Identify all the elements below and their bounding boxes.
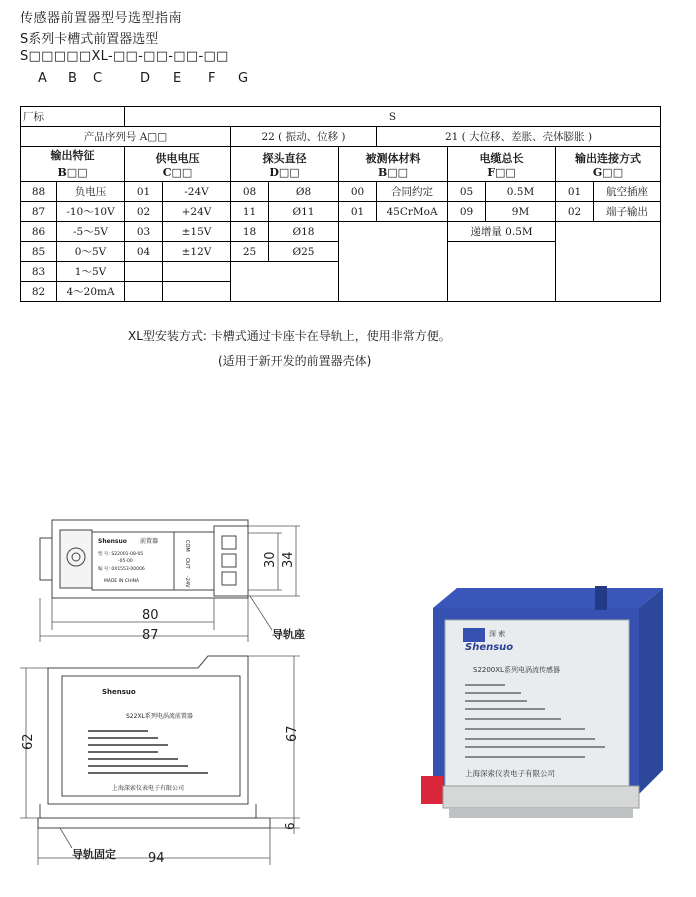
install-note: XL型安装方式: 卡槽式通过卡座卡在导轨上，使用非常方便。 bbox=[128, 329, 451, 343]
material-code: 00 bbox=[339, 182, 377, 202]
brand-value: S bbox=[125, 107, 661, 127]
connect-code: 01 bbox=[556, 182, 594, 202]
rail-foot bbox=[449, 808, 633, 818]
side-title: S22XL系列电涡流前置器 bbox=[126, 713, 193, 720]
dim-87: 87 bbox=[142, 628, 159, 643]
header-connect: 输出连接方式 G□□ bbox=[556, 147, 661, 182]
side-company: 上海深索仪表电子有限公司 bbox=[112, 785, 185, 792]
rail-base bbox=[443, 786, 639, 808]
rail bbox=[38, 818, 270, 828]
rail-seat-label: 导轨座 bbox=[272, 628, 305, 641]
cable-empty bbox=[448, 242, 556, 302]
probe-code: 18 bbox=[231, 222, 269, 242]
probe-desc: Ø18 bbox=[269, 222, 339, 242]
dim-94: 94 bbox=[148, 851, 165, 866]
code-letters bbox=[20, 71, 280, 87]
table-row bbox=[21, 182, 661, 202]
housing-top bbox=[433, 588, 663, 608]
code-letter: D bbox=[140, 71, 151, 86]
serial-21: 21 ( 大位移、差胀、壳体膨胀 ) bbox=[377, 127, 661, 147]
plate-line2: -05-00 bbox=[118, 559, 133, 564]
side-view bbox=[38, 656, 270, 828]
header-material: 被测体材料 B□□ bbox=[339, 147, 448, 182]
top-clip bbox=[595, 586, 607, 610]
code-letter: A bbox=[38, 71, 47, 86]
device-photo bbox=[421, 586, 663, 818]
voltage-desc: ±12V bbox=[163, 242, 231, 262]
connect-empty bbox=[556, 222, 661, 302]
photo-title: S2200XL系列电涡流传感器 bbox=[473, 666, 560, 674]
voltage-empty bbox=[163, 282, 231, 302]
plate-title: 前置器 bbox=[140, 538, 159, 545]
probe-empty bbox=[231, 262, 339, 302]
side-text-lines bbox=[88, 730, 208, 774]
plate-line3: 编 号: 0X1553-00006 bbox=[98, 567, 145, 572]
material-desc: 45CrMoA bbox=[377, 202, 448, 222]
cable-note: 递增量 0.5M bbox=[448, 222, 556, 242]
material-desc: 合同约定 bbox=[377, 182, 448, 202]
logo-icon bbox=[463, 628, 485, 642]
housing-side bbox=[639, 588, 663, 794]
brand-label: 厂标 bbox=[21, 107, 125, 127]
plate-line1: 型 号: S22001-08-05 bbox=[98, 552, 144, 557]
model-code: S□□□□□XL-□□-□□-□□-□□ bbox=[20, 49, 229, 64]
serial-label: 产品序列号 A□□ bbox=[21, 127, 231, 147]
dim-6: 6 bbox=[283, 822, 297, 830]
voltage-code: 01 bbox=[125, 182, 163, 202]
side-brand: Shensuo bbox=[102, 688, 136, 696]
header-cable: 电缆总长 F□□ bbox=[448, 147, 556, 182]
probe-desc: Ø8 bbox=[269, 182, 339, 202]
probe-code: 25 bbox=[231, 242, 269, 262]
plate-line4: MADE IN CHINA bbox=[104, 579, 140, 584]
output-desc: 1～5V bbox=[57, 262, 125, 282]
output-code: 86 bbox=[21, 222, 57, 242]
serial-22: 22 ( 振动、位移 ) bbox=[231, 127, 377, 147]
red-connector bbox=[421, 776, 443, 804]
table-row bbox=[21, 222, 661, 242]
output-code: 82 bbox=[21, 282, 57, 302]
code-letter: B bbox=[68, 71, 77, 86]
voltage-empty bbox=[125, 282, 163, 302]
material-code: 01 bbox=[339, 202, 377, 222]
probe-code: 11 bbox=[231, 202, 269, 222]
side-label-area bbox=[62, 676, 240, 796]
term-label: OUT bbox=[184, 558, 190, 569]
voltage-code: 04 bbox=[125, 242, 163, 262]
cable-desc: 0.5M bbox=[486, 182, 556, 202]
output-desc: -10～10V bbox=[57, 202, 125, 222]
header-voltage: 供电电压 C□□ bbox=[125, 147, 231, 182]
rail-base bbox=[40, 804, 256, 818]
output-code: 85 bbox=[21, 242, 57, 262]
voltage-empty bbox=[163, 262, 231, 282]
terminal-screw-icon bbox=[222, 554, 236, 567]
dim-34: 34 bbox=[281, 551, 296, 568]
probe-code: 08 bbox=[231, 182, 269, 202]
cable-desc: 9M bbox=[486, 202, 556, 222]
plate-brand: Shensuo bbox=[98, 538, 127, 545]
selection-table bbox=[20, 106, 661, 302]
code-letter: G bbox=[238, 71, 249, 86]
dim-62: 62 bbox=[21, 733, 36, 750]
rail-fix-label: 导轨固定 bbox=[72, 848, 116, 861]
photo-brand: Shensuo bbox=[465, 642, 514, 653]
dimension-drawing bbox=[0, 500, 400, 897]
voltage-desc: -24V bbox=[163, 182, 231, 202]
connect-desc: 端子输出 bbox=[594, 202, 661, 222]
output-desc: 负电压 bbox=[57, 182, 125, 202]
output-code: 88 bbox=[21, 182, 57, 202]
material-empty bbox=[339, 222, 448, 302]
top-view bbox=[40, 520, 248, 598]
code-letter: E bbox=[173, 71, 182, 86]
header-output: 输出特征 B□□ bbox=[21, 147, 125, 182]
dim-30: 30 bbox=[263, 551, 278, 568]
cable-code: 05 bbox=[448, 182, 486, 202]
voltage-code: 02 bbox=[125, 202, 163, 222]
voltage-code: 03 bbox=[125, 222, 163, 242]
connect-desc: 航空插座 bbox=[594, 182, 661, 202]
output-desc: 4～20mA bbox=[57, 282, 125, 302]
indicator-column bbox=[174, 532, 214, 590]
code-letter: C bbox=[93, 71, 103, 86]
terminal-screw-icon bbox=[222, 536, 236, 549]
voltage-desc: +24V bbox=[163, 202, 231, 222]
probe-desc: Ø25 bbox=[269, 242, 339, 262]
output-code: 87 bbox=[21, 202, 57, 222]
photo-brand-cn: 深 索 bbox=[489, 630, 506, 638]
header-probe: 探头直径 D□□ bbox=[231, 147, 339, 182]
page-title: 传感器前置器型号选型指南 bbox=[20, 11, 183, 26]
term-label: COM bbox=[184, 540, 190, 552]
output-desc: -5～5V bbox=[57, 222, 125, 242]
photo-company: 上海深索仪表电子有限公司 bbox=[465, 769, 555, 778]
install-note-sub: (适用于新开发的前置器壳体) bbox=[218, 354, 372, 368]
connector-block bbox=[60, 530, 92, 588]
term-label: -24V bbox=[184, 576, 190, 588]
product-photo bbox=[405, 580, 670, 870]
voltage-desc: ±15V bbox=[163, 222, 231, 242]
output-code: 83 bbox=[21, 262, 57, 282]
terminal-screw-icon bbox=[222, 572, 236, 585]
output-desc: 0～5V bbox=[57, 242, 125, 262]
cable-code: 09 bbox=[448, 202, 486, 222]
left-clip bbox=[40, 538, 52, 580]
dim-67: 67 bbox=[285, 725, 300, 742]
dim-80: 80 bbox=[142, 608, 159, 623]
code-letter: F bbox=[208, 71, 216, 86]
connect-code: 02 bbox=[556, 202, 594, 222]
probe-desc: Ø11 bbox=[269, 202, 339, 222]
table-row bbox=[21, 202, 661, 222]
page-subtitle: S系列卡槽式前置器选型 bbox=[20, 32, 159, 47]
voltage-empty bbox=[125, 262, 163, 282]
